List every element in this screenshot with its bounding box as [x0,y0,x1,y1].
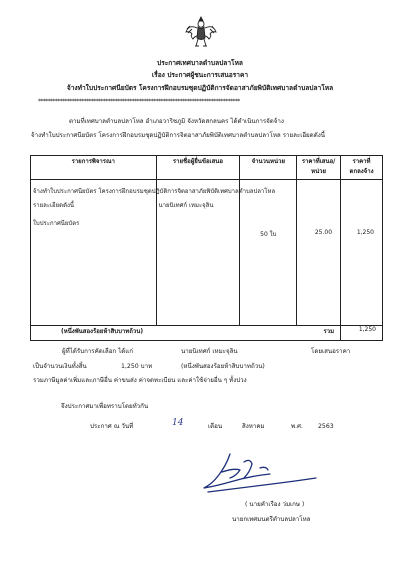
offer-label: โดยเสนอราคา [311,348,351,355]
total-value-cell [341,326,383,341]
supplier-cell [156,180,240,326]
header-agreed-line2: ตกลงจ้าง [349,168,374,175]
subject-line: เรื่อง ประกาศผู้ชนะการเสนอราคา [151,71,249,79]
qty-cell [240,180,297,326]
total-value: 1,250 [358,326,376,333]
total-amount-text: (หนึ่งพันสองร้อยห้าสิบบาทถ้วน) [61,328,144,335]
garuda-emblem [184,14,218,50]
total-amount-text-cell [31,326,297,341]
agreed-price-cell [341,180,383,326]
table-header-row [31,156,383,180]
header-qty: จำนวนหน่วย [240,156,297,180]
item-line-3: ใบประกาศนียบัตร [33,220,80,227]
amount-label: เป็นจำนวนเงินทั้งสิ้น [33,363,87,370]
header-unit-price [297,156,341,180]
winner-name: นายนิเทศก์ เหมะจุลิน [181,348,238,355]
table-row [31,180,383,326]
table-total-row [31,326,383,341]
header-unit-price-line2: หน่วย [311,168,327,175]
total-label-cell [297,326,341,341]
header-item: รายการพิจารณา [31,156,157,180]
supplier-name: นายนิเทศก์ เหมะจุลิน [158,202,214,209]
header-unit-price-line1: ราคาที่เสนอ/ [301,158,336,165]
intro-line-1: ตามที่เทศบาลตำบลปลาโหล อำเภอวาริชภูมิ จังหวัดสกลนคร ได้ดำเนินการจัดจ้าง [69,118,284,125]
winner-label: ผู้ที่ได้รับการคัดเลือก ได้แก่ [62,348,133,355]
org-title: ประกาศเทศบาลตำบลปลาโหล [157,59,243,67]
month-label: เดือน [208,423,223,430]
amount-words: (หนึ่งพันสองร้อยห้าสิบบาทถ้วน) [181,363,265,370]
signer-name: ( นายคำเรือง ว่มเกษ ) [245,501,305,508]
unit-price-value: 25.00 [314,229,333,236]
item-line-2: รายละเอียดดังนี้ [33,202,75,209]
item-line-1: จ้างทำใบประกาศนียบัตร โครงการฝึกอบรมชุดปฏิบัติการจิตอาสาภัยพิบัติเทศบาลตำบลปลาโหล [33,188,276,195]
month-value: สิงหาคม [242,423,265,430]
year-label: พ.ศ. [291,423,303,430]
unit-price-cell [297,180,341,326]
date-day: 14 [172,418,184,428]
amount-value: 1,250 บาท [121,363,153,370]
divider-stars: ************************************************************************************ [38,98,240,105]
date-label: ประกาศ ณ วันที่ [90,423,134,430]
signature [200,448,320,496]
total-label: รวม [323,328,335,335]
announce-line: จึงประกาศมาเพื่อทราบโดยทั่วกัน [61,403,149,410]
document-title: จ้างทำใบประกาศนียบัตร โครงการฝึกอบรมซุดปฏิบัติการจัดอาสาภัยพิบัติเทศบาลตำบลปลาโหล [66,84,334,92]
agreed-price-value: 1,250 [356,229,374,236]
header-agreed-price [341,156,383,180]
header-agreed-line1: ราคาที่ [352,158,371,165]
quotation-table [30,155,383,341]
qty-value: 50 ใบ [260,231,277,238]
tax-note: รวมภาษีมูลค่าเพิ่มและภาษีอื่น ค่าขนส่ง ค่าจดทะเบียน และค่าใช้จ่ายอื่น ๆ ทั้งปวง [33,377,247,384]
header-supplier: รายชื่อผู้ยื่นข้อเสนอ [156,156,240,180]
signer-position: นายกเทศมนตรีตำบลปลาโหล [232,516,311,523]
intro-line-2: จ้างทำใบประกาศนียบัตร โครงการฝึกอบรมชุดปฏิบัติการจิตอาสาภัยพิบัติเทศบาลตำบลปลาโหล รายละเอียดดังนี้ [31,132,325,139]
year-value: 2563 [318,423,334,430]
